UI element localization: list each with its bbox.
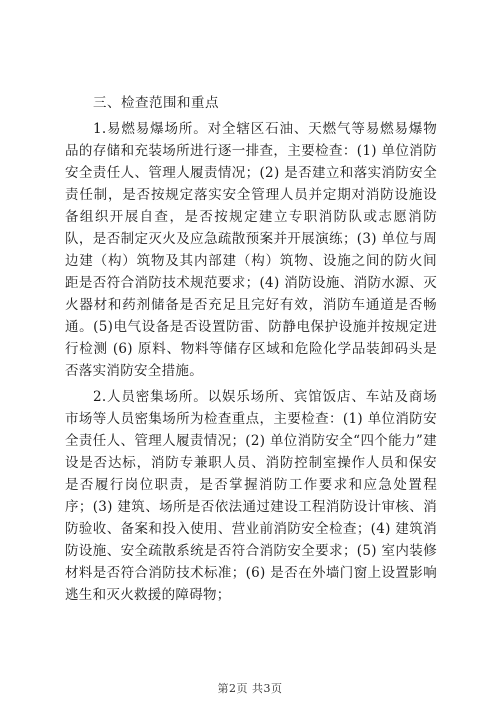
paragraph-crowded-places: 2.人员密集场所。以娱乐场所、宾馆饭店、车站及商场市场等人员密集场所为检查重点，主要检查：(1) 单位消防安全责任人、管理人履责情况；(2) 单位消防安全“四个能力”建设是否达标，消防专兼职人员、消防控制室操作人员和保安是否履行岗位职责，是否掌握消防工作要求和应急处置程序；(3) 建筑、场所是否依法通过建设工程消防设计审核、消防验收、备案和投入使用、营业前消防安全检查；(4) 建筑消防设施、安全疏散系统是否符合消防安全要求；(5) 室内装修材料是否符合消防技术标准；(6) 是否在外墙门窗上设置影响逃生和灭火救援的障碍物； [65, 389, 437, 603]
page-footer: 第2页 共3页 [217, 682, 283, 695]
document-body [65, 92, 437, 606]
section-heading: 三、检查范围和重点 [93, 95, 219, 111]
paragraph-flammable-sites: 1.易燃易爆场所。对全辖区石油、天燃气等易燃易爆物品的存储和充装场所进行逐一排查，主要检查：(1) 单位消防安全责任人、管理人履责情况；(2) 是否建立和落实消防安全责任制，是否按规定落实安全管理人员并定期对消防设施设备组织开展自查，是否按规定建立专职消防队或志愿消防队，是否制定灭火及应急疏散预案并开展演练；(3) 单位与周边建（构）筑物及其内部建（构）筑物、设施之间的防火间距是否符合消防技术规范要求；(4) 消防设施、消防水源、灭火器材和药剂储备是否充足且完好有效，消防车通道是否畅通。(5)电气设备是否设置防雷、防静电保护设施并按规定进行检测 (6) 原料、物料等储存区域和危险化学品装卸码头是否落实消防安全措施。 [65, 121, 437, 379]
